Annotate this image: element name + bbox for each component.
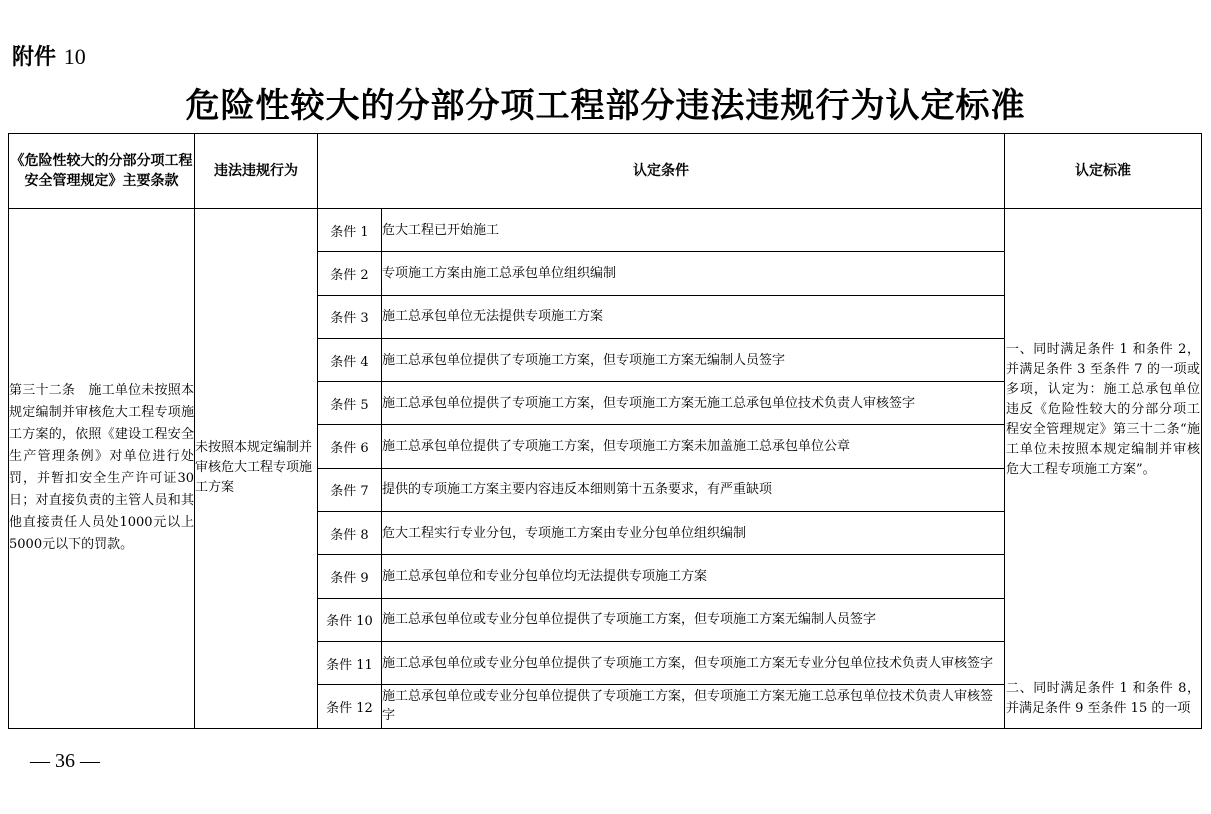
condition-text: 施工总承包单位提供了专项施工方案，但专项施工方案未加盖施工总承包单位公章 bbox=[382, 425, 1005, 468]
standards-table bbox=[8, 133, 1202, 729]
condition-text: 危大工程实行专业分包，专项施工方案由专业分包单位组织编制 bbox=[382, 512, 1005, 555]
table-row bbox=[9, 209, 1202, 252]
standard-cell bbox=[1005, 209, 1202, 729]
condition-text: 施工总承包单位或专业分包单位提供了专项施工方案，但专项施工方案无专业分包单位技术负责人审核签字 bbox=[382, 641, 1005, 684]
condition-label: 条件 9 bbox=[318, 555, 382, 598]
clause-cell: 第三十二条 施工单位未按照本规定编制并审核危大工程专项施工方案的，依照《建设工程安全生产管理条例》对单位进行处罚，并暂扣安全生产许可证30日；对直接负责的主管人员和其他直接责任人员处1000元以上5000元以下的罚款。 bbox=[9, 209, 195, 729]
table-header-row bbox=[9, 134, 1202, 209]
column-header-clause: 《危险性较大的分部分项工程安全管理规定》主要条款 bbox=[9, 134, 195, 209]
condition-label: 条件 5 bbox=[318, 382, 382, 425]
behavior-cell: 未按照本规定编制并审核危大工程专项施工方案 bbox=[195, 209, 318, 729]
column-header-conditions: 认定条件 bbox=[318, 134, 1005, 209]
condition-text: 施工总承包单位无法提供专项施工方案 bbox=[382, 295, 1005, 338]
condition-label: 条件 6 bbox=[318, 425, 382, 468]
condition-label: 条件 10 bbox=[318, 598, 382, 641]
condition-label: 条件 11 bbox=[318, 641, 382, 684]
condition-text: 施工总承包单位或专业分包单位提供了专项施工方案，但专项施工方案无编制人员签字 bbox=[382, 598, 1005, 641]
condition-label: 条件 12 bbox=[318, 685, 382, 728]
condition-label: 条件 2 bbox=[318, 252, 382, 295]
page-title: 危险性较大的分部分项工程部分违法违规行为认定标准 bbox=[185, 86, 1026, 126]
condition-label: 条件 7 bbox=[318, 468, 382, 511]
condition-text: 施工总承包单位或专业分包单位提供了专项施工方案，但专项施工方案无施工总承包单位技术负责人审核签字 bbox=[382, 685, 1005, 728]
condition-text: 施工总承包单位和专业分包单位均无法提供专项施工方案 bbox=[382, 555, 1005, 598]
condition-label: 条件 4 bbox=[318, 338, 382, 381]
condition-text: 施工总承包单位提供了专项施工方案，但专项施工方案无施工总承包单位技术负责人审核签字 bbox=[382, 382, 1005, 425]
condition-text: 专项施工方案由施工总承包单位组织编制 bbox=[382, 252, 1005, 295]
condition-text: 提供的专项施工方案主要内容违反本细则第十五条要求，有严重缺项 bbox=[382, 468, 1005, 511]
condition-label: 条件 3 bbox=[318, 295, 382, 338]
column-header-standard: 认定标准 bbox=[1005, 134, 1202, 209]
column-header-behavior: 违法违规行为 bbox=[195, 134, 318, 209]
condition-label: 条件 8 bbox=[318, 512, 382, 555]
attachment-number: 10 bbox=[63, 44, 86, 69]
condition-text: 危大工程已开始施工 bbox=[382, 209, 1005, 252]
attachment-label bbox=[12, 40, 86, 71]
condition-label: 条件 1 bbox=[318, 209, 382, 252]
attachment-label-text: 附件 bbox=[12, 45, 57, 70]
page-number: — 36 — bbox=[30, 750, 100, 772]
standard-text-2: 二、同时满足条件 1 和条件 8，并满足条件 9 至条件 15 的一项 bbox=[1006, 681, 1200, 716]
condition-text: 施工总承包单位提供了专项施工方案，但专项施工方案无编制人员签字 bbox=[382, 338, 1005, 381]
standard-text-1: 一、同时满足条件 1 和条件 2，并满足条件 3 至条件 7 的一项或多项，认定为：施工总承包单位违反《危险性较大的分部分项工程安全管理规定》第三十二条“施工单位未按照本规定编制并审核危大工程专项施工方案”。 bbox=[1006, 342, 1200, 477]
